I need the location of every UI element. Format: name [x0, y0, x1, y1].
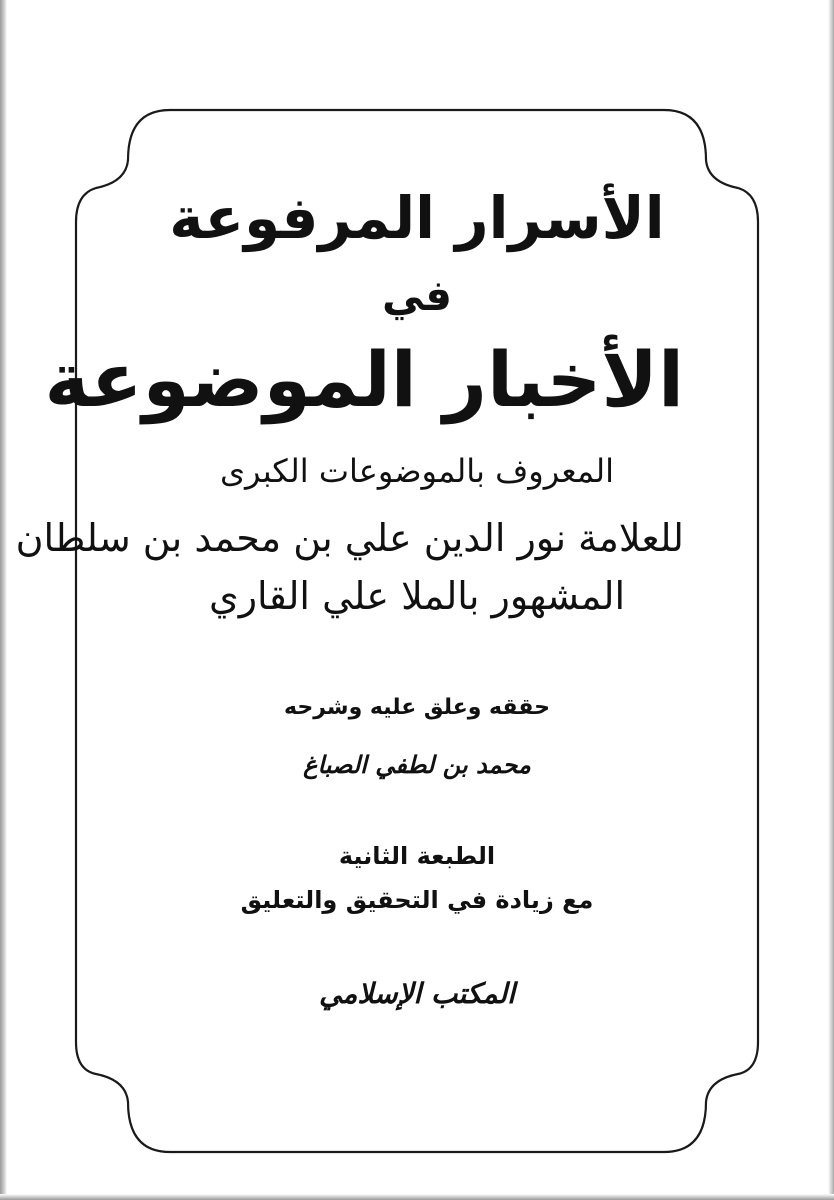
editor-name: محمد بن لطفي الصباغ: [303, 751, 531, 779]
author-name: للعلامة نور الدين علي بن محمد بن سلطان: [15, 516, 684, 560]
book-title-line-1: الأسرار المرفوعة: [169, 184, 665, 252]
editor-role: حققه وعلق عليه وشرحه: [284, 695, 550, 720]
publisher-name: المكتب الإسلامي: [319, 977, 515, 1010]
book-title-conjunction: في: [382, 271, 452, 320]
edition-label: الطبعة الثانية: [338, 842, 496, 870]
author-alias: المشهور بالملا علي القاري: [208, 574, 626, 618]
known-as-subtitle: المعروف بالموضوعات الكبرى: [220, 452, 614, 490]
edition-note: مع زيادة في التحقيق والتعليق: [240, 886, 594, 914]
book-title-line-2: الأخبار الموضوعة: [44, 335, 684, 424]
